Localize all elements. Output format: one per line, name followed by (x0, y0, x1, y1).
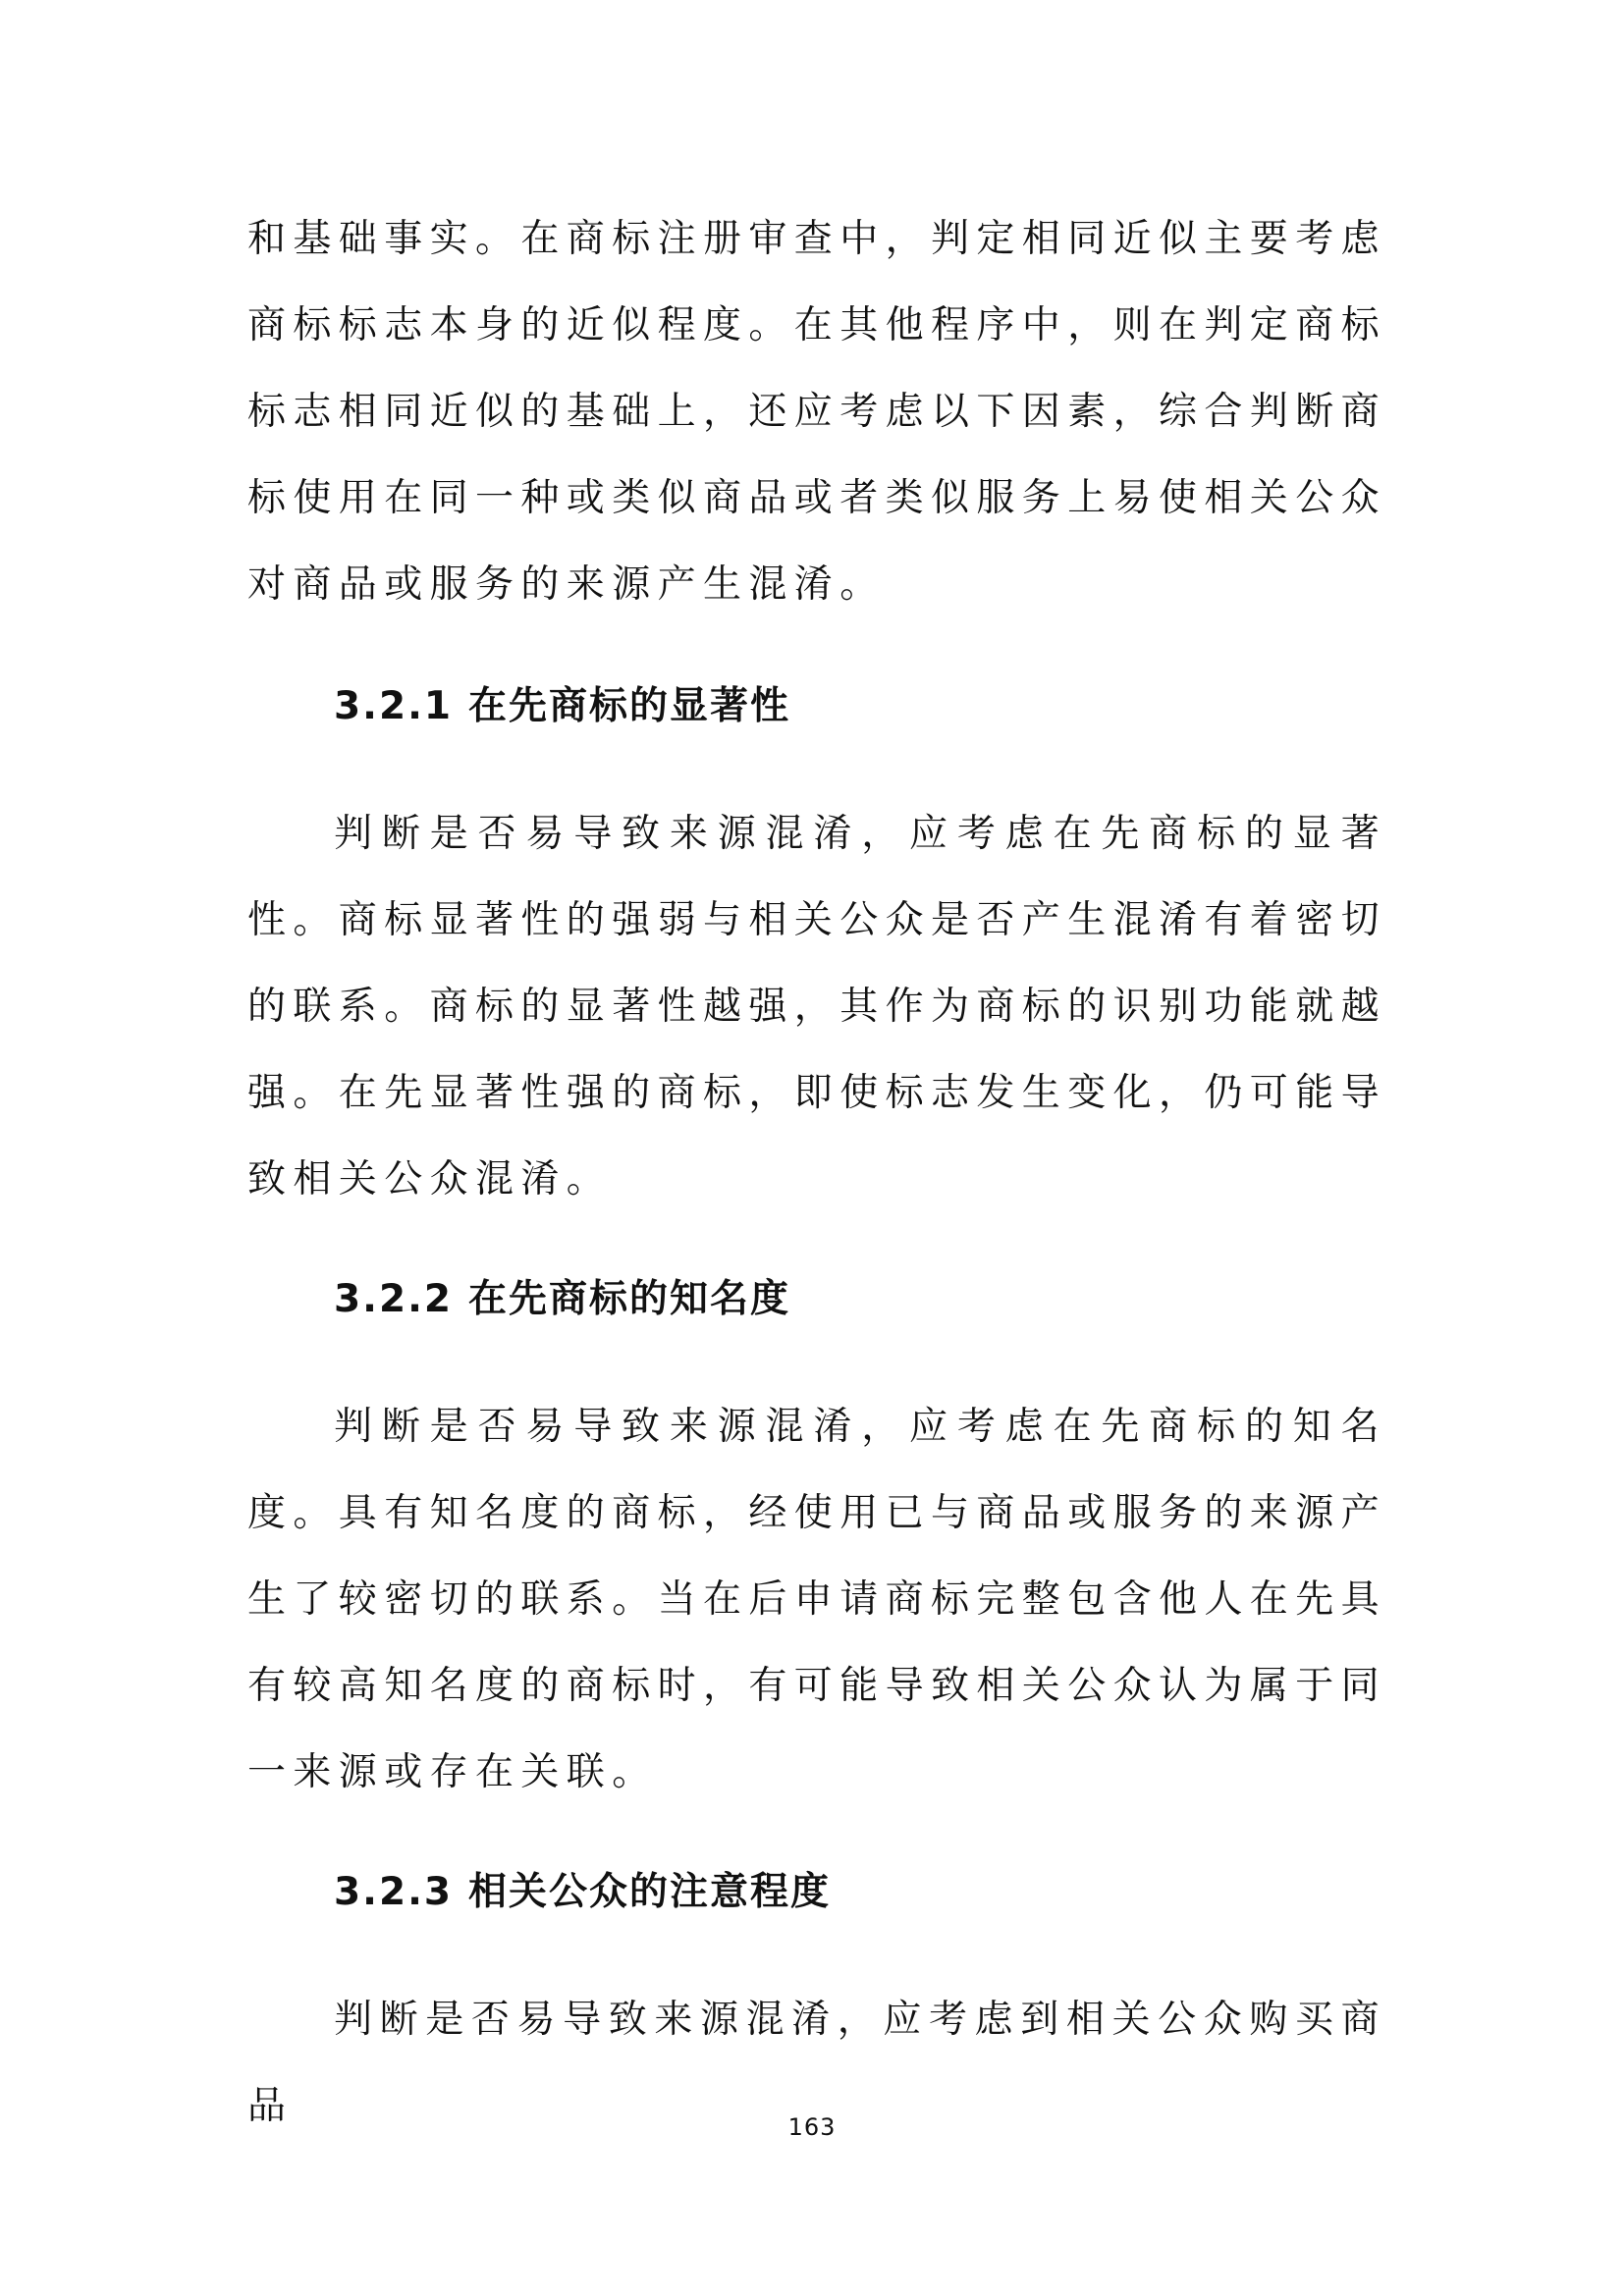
section-number: 3.2.3 (334, 1870, 454, 1914)
section-paragraph-3-2-3: 判断是否易导致来源混淆，应考虑到相关公众购买商品 (247, 1998, 1386, 2128)
section-heading-3-2-3 (334, 1863, 831, 1922)
section-title: 在先商标的显著性 (468, 684, 791, 728)
section-number: 3.2.1 (334, 684, 454, 728)
intro-paragraph: 和基础事实。在商标注册审查中，判定相同近似主要考虑商标标志本身的近似程度。在其他程序中，则在判定商标标志相同近似的基础上，还应考虑以下因素，综合判断商标使用在同一种或类似商品或者类似服务上易使相关公众对商品或服务的来源产生混淆。 (247, 217, 1387, 607)
page-number: 163 (787, 2113, 837, 2141)
section-title: 相关公众的注意程度 (468, 1870, 832, 1914)
section-heading-3-2-1 (334, 677, 790, 736)
section-paragraph-3-2-1: 判断是否易导致来源混淆，应考虑在先商标的显著性。商标显著性的强弱与相关公众是否产生混淆有着密切的联系。商标的显著性越强，其作为商标的识别功能就越强。在先显著性强的商标，即使标志发生变化，仍可能导致相关公众混淆。 (247, 812, 1387, 1201)
section-number: 3.2.2 (334, 1277, 454, 1321)
section-paragraph-3-2-2: 判断是否易导致来源混淆，应考虑在先商标的知名度。具有知名度的商标，经使用已与商品或服务的来源产生了较密切的联系。当在后申请商标完整包含他人在先具有较高知名度的商标时，有可能导致相关公众认为属于同一来源或存在关联。 (247, 1405, 1387, 1794)
section-heading-3-2-2 (334, 1270, 790, 1329)
section-title: 在先商标的知名度 (468, 1277, 791, 1321)
